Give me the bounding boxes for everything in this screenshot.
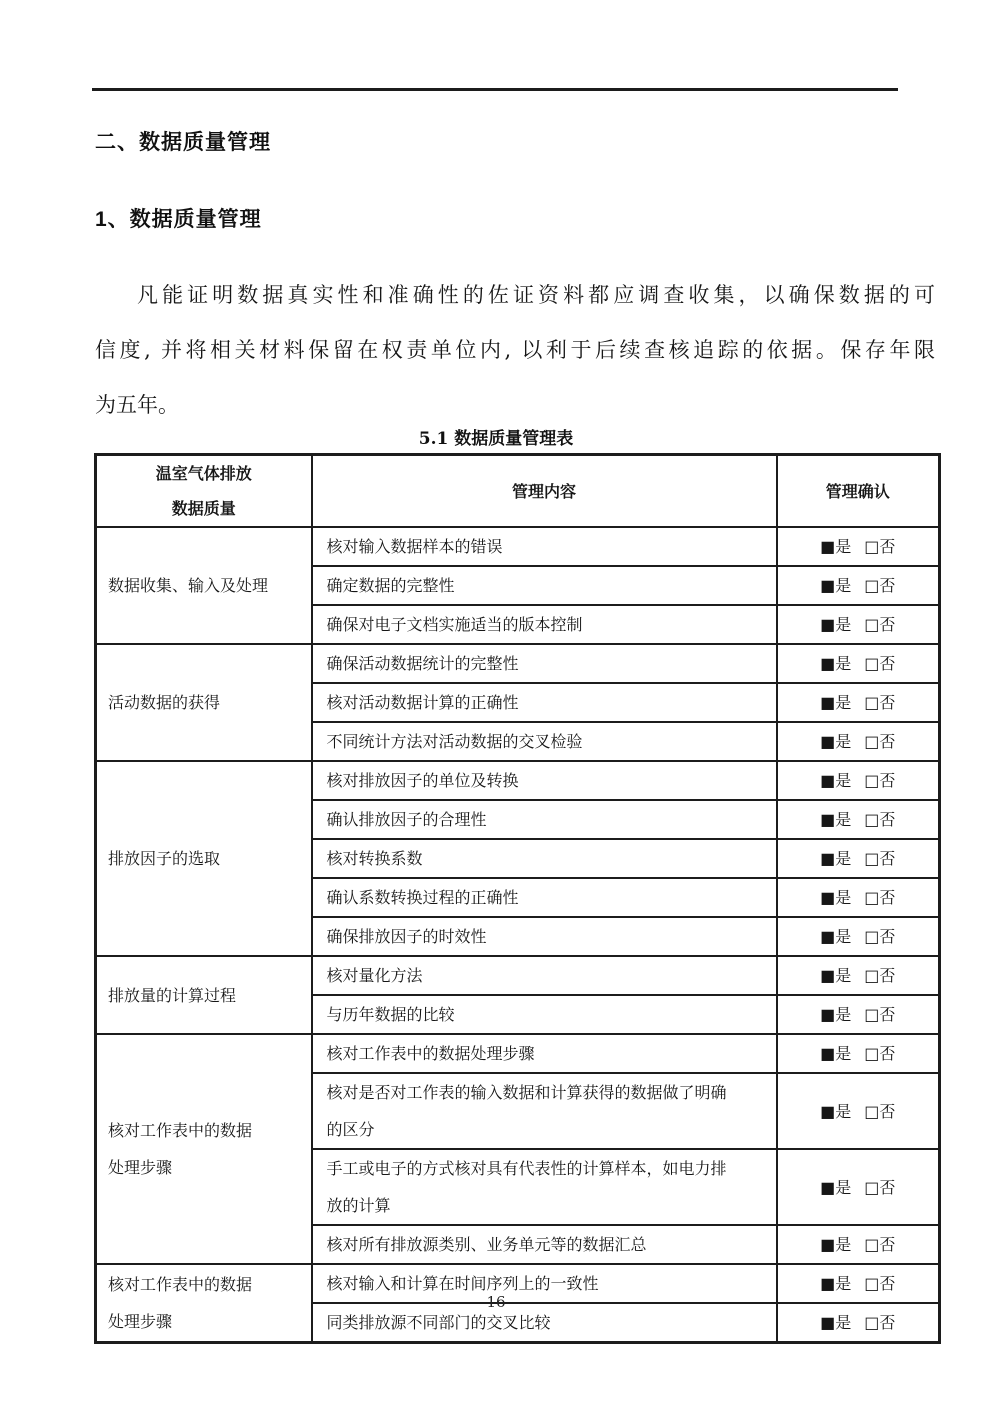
no-checkbox: □否 xyxy=(864,849,896,868)
confirm-cell xyxy=(777,1073,940,1149)
confirm-cell xyxy=(777,566,940,605)
item-cell: 不同统计方法对活动数据的交叉检验 xyxy=(312,722,777,761)
no-checkbox: □否 xyxy=(864,927,896,946)
yes-checkbox: ■是 xyxy=(820,1235,852,1254)
confirm-cell xyxy=(777,995,940,1034)
header-category xyxy=(96,455,312,528)
category-cell xyxy=(96,761,312,956)
table-row xyxy=(96,1034,940,1073)
header-confirm: 管理确认 xyxy=(777,455,940,528)
yes-checkbox: ■是 xyxy=(820,1005,852,1024)
table-title: 5.1 数据质量管理表 xyxy=(418,429,574,449)
main-heading: 二、数据质量管理 xyxy=(95,131,271,154)
yes-checkbox: ■是 xyxy=(820,693,852,712)
confirm-cell xyxy=(777,722,940,761)
yes-checkbox: ■是 xyxy=(820,849,852,868)
page-number: 16 xyxy=(486,1293,506,1311)
item-cell: 确保排放因子的时效性 xyxy=(312,917,777,956)
yes-checkbox: ■是 xyxy=(820,1177,852,1197)
no-checkbox: □否 xyxy=(864,1101,896,1121)
item-cell: 核对工作表中的数据处理步骤 xyxy=(312,1034,777,1073)
confirm-cell xyxy=(777,839,940,878)
yes-checkbox: ■是 xyxy=(820,888,852,907)
paragraph-line: 为五年。 xyxy=(95,393,179,417)
item-cell: 核对是否对工作表的输入数据和计算获得的数据做了明确的区分 xyxy=(312,1073,777,1149)
no-checkbox: □否 xyxy=(864,888,896,907)
category-text: 排放因子的选取 xyxy=(108,849,221,868)
item-cell: 确保对电子文档实施适当的版本控制 xyxy=(312,605,777,644)
no-checkbox: □否 xyxy=(864,732,896,751)
no-checkbox: □否 xyxy=(864,1235,896,1254)
confirm-cell xyxy=(777,800,940,839)
confirm-cell xyxy=(777,527,940,566)
confirm-cell xyxy=(777,1225,940,1264)
category-text: 活动数据的获得 xyxy=(108,693,221,712)
yes-checkbox: ■是 xyxy=(820,615,852,634)
item-cell: 确认排放因子的合理性 xyxy=(312,800,777,839)
table-row xyxy=(96,527,940,566)
header-category-line: 数据质量 xyxy=(171,499,236,518)
yes-checkbox: ■是 xyxy=(820,1044,852,1063)
category-cell xyxy=(96,644,312,761)
yes-checkbox: ■是 xyxy=(820,1313,852,1332)
item-cell: 确保活动数据统计的完整性 xyxy=(312,644,777,683)
no-checkbox: □否 xyxy=(864,537,896,556)
category-cell xyxy=(96,527,312,644)
item-cell: 核对排放因子的单位及转换 xyxy=(312,761,777,800)
no-checkbox: □否 xyxy=(864,1177,896,1197)
item-cell: 确定数据的完整性 xyxy=(312,566,777,605)
sub-heading: 1、数据质量管理 xyxy=(95,208,262,231)
yes-checkbox: ■是 xyxy=(820,537,852,556)
no-checkbox: □否 xyxy=(864,654,896,673)
category-text: 处理步骤 xyxy=(108,1158,173,1177)
item-cell: 核对输入数据样本的错误 xyxy=(312,527,777,566)
confirm-cell xyxy=(777,761,940,800)
item-cell: 确认系数转换过程的正确性 xyxy=(312,878,777,917)
category-text: 数据收集、输入及处理 xyxy=(108,576,269,595)
no-checkbox: □否 xyxy=(864,1313,896,1332)
header-rule xyxy=(92,88,898,91)
item-cell: 核对输入和计算在时间序列上的一致性 xyxy=(312,1264,777,1303)
intro-paragraph xyxy=(95,268,935,433)
item-cell: 核对活动数据计算的正确性 xyxy=(312,683,777,722)
yes-checkbox: ■是 xyxy=(820,732,852,751)
no-checkbox: □否 xyxy=(864,693,896,712)
no-checkbox: □否 xyxy=(864,810,896,829)
category-text: 核对工作表中的数据 xyxy=(108,1121,253,1140)
category-cell xyxy=(96,1034,312,1264)
confirm-cell xyxy=(777,956,940,995)
item-cell: 核对量化方法 xyxy=(312,956,777,995)
item-cell: 同类排放源不同部门的交叉比较 xyxy=(312,1303,777,1343)
item-cell: 手工或电子的方式核对具有代表性的计算样本，如电力排放的计算 xyxy=(312,1149,777,1225)
confirm-cell xyxy=(777,644,940,683)
confirm-cell xyxy=(777,605,940,644)
no-checkbox: □否 xyxy=(864,966,896,985)
paragraph-line: 凡能证明数据真实性和准确性的佐证资料都应调查收集，以确保数据的可 xyxy=(137,283,935,307)
header-content: 管理内容 xyxy=(312,455,777,528)
item-cell: 核对转换系数 xyxy=(312,839,777,878)
yes-checkbox: ■是 xyxy=(820,927,852,946)
table-row xyxy=(96,761,940,800)
yes-checkbox: ■是 xyxy=(820,654,852,673)
yes-checkbox: ■是 xyxy=(820,771,852,790)
no-checkbox: □否 xyxy=(864,1274,896,1293)
confirm-cell xyxy=(777,917,940,956)
confirm-cell xyxy=(777,683,940,722)
no-checkbox: □否 xyxy=(864,1005,896,1024)
category-text: 排放量的计算过程 xyxy=(108,985,237,1005)
data-quality-table xyxy=(94,453,941,1344)
no-checkbox: □否 xyxy=(864,576,896,595)
table-row xyxy=(96,644,940,683)
item-cell: 与历年数据的比较 xyxy=(312,995,777,1034)
no-checkbox: □否 xyxy=(864,1044,896,1063)
confirm-cell xyxy=(777,1034,940,1073)
yes-checkbox: ■是 xyxy=(820,1274,852,1293)
yes-checkbox: ■是 xyxy=(820,810,852,829)
confirm-cell xyxy=(777,1149,940,1225)
yes-checkbox: ■是 xyxy=(820,1101,852,1121)
no-checkbox: □否 xyxy=(864,615,896,634)
paragraph-line: 信度, 并将相关材料保留在权责单位内, 以利于后续查核追踪的依据。保存年限 xyxy=(95,338,935,362)
no-checkbox: □否 xyxy=(864,771,896,790)
header-category-line: 温室气体排放 xyxy=(155,464,252,483)
category-text: 核对工作表中的数据 xyxy=(108,1275,253,1294)
table-header-row xyxy=(96,455,940,528)
yes-checkbox: ■是 xyxy=(820,576,852,595)
confirm-cell xyxy=(777,878,940,917)
table-row xyxy=(96,956,940,995)
item-cell: 核对所有排放源类别、业务单元等的数据汇总 xyxy=(312,1225,777,1264)
yes-checkbox: ■是 xyxy=(820,966,852,985)
category-cell xyxy=(96,956,312,1034)
category-text: 处理步骤 xyxy=(108,1312,173,1331)
